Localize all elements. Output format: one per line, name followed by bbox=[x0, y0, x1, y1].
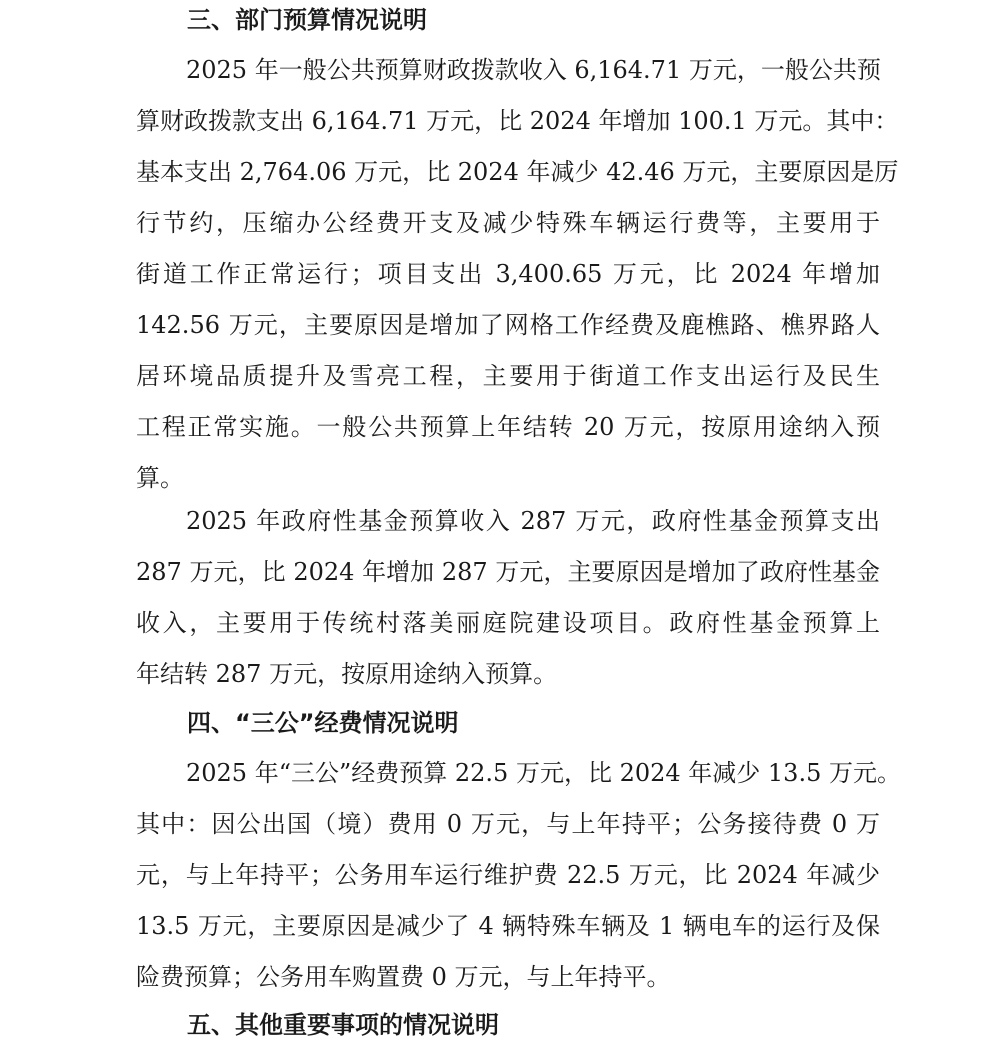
paragraph-three-public bbox=[136, 748, 901, 1003]
text-line: 算。 bbox=[136, 464, 184, 492]
text-line: 2025 年政府性基金预算收入 287 万元，政府性基金预算支出 bbox=[186, 507, 880, 535]
text-line: 142.56 万元，主要原因是增加了网格工作经费及鹿樵路、樵界路人 bbox=[136, 311, 880, 339]
text-line: 居环境品质提升及雪亮工程，主要用于街道工作支出运行及民生 bbox=[136, 362, 880, 390]
text-line: 元，与上年持平；公务用车运行维护费 22.5 万元，比 2024 年减少 bbox=[136, 861, 880, 889]
text-line: 13.5 万元，主要原因是减少了 4 辆特殊车辆及 1 辆电车的运行及保 bbox=[136, 912, 880, 940]
text-line: 其中：因公出国（境）费用 0 万元，与上年持平；公务接待费 0 万 bbox=[136, 810, 880, 838]
text-line: 行节约，压缩办公经费开支及减少特殊车辆运行费等，主要用于 bbox=[136, 209, 880, 237]
text-line: 2025 年“三公”经费预算 22.5 万元，比 2024 年减少 13.5 万元。 bbox=[186, 759, 901, 787]
text-line: 2025 年一般公共预算财政拨款收入 6,164.71 万元，一般公共预 bbox=[186, 56, 881, 84]
paragraph-government-fund bbox=[136, 496, 880, 700]
text-line: 287 万元，比 2024 年增加 287 万元，主要原因是增加了政府性基金 bbox=[136, 558, 880, 586]
section-heading-three-public: 四、“三公”经费情况说明 bbox=[187, 709, 459, 737]
section-heading-other-matters: 五、其他重要事项的情况说明 bbox=[187, 1011, 499, 1039]
text-line: 险费预算；公务用车购置费 0 万元，与上年持平。 bbox=[136, 963, 671, 991]
text-line: 工程正常实施。一般公共预算上年结转 20 万元，按原用途纳入预 bbox=[136, 413, 880, 441]
text-line: 街道工作正常运行；项目支出 3,400.65 万元，比 2024 年增加 bbox=[136, 260, 880, 288]
paragraph-general-budget bbox=[136, 45, 899, 504]
text-line: 收入，主要用于传统村落美丽庭院建设项目。政府性基金预算上 bbox=[136, 609, 880, 637]
text-line: 年结转 287 万元，按原用途纳入预算。 bbox=[136, 660, 558, 688]
text-line: 基本支出 2,764.06 万元，比 2024 年减少 42.46 万元，主要原因是厉 bbox=[136, 158, 899, 186]
section-heading-budget: 三、部门预算情况说明 bbox=[187, 6, 427, 34]
text-line: 算财政拨款支出 6,164.71 万元，比 2024 年增加 100.1 万元。其中： bbox=[136, 107, 899, 135]
